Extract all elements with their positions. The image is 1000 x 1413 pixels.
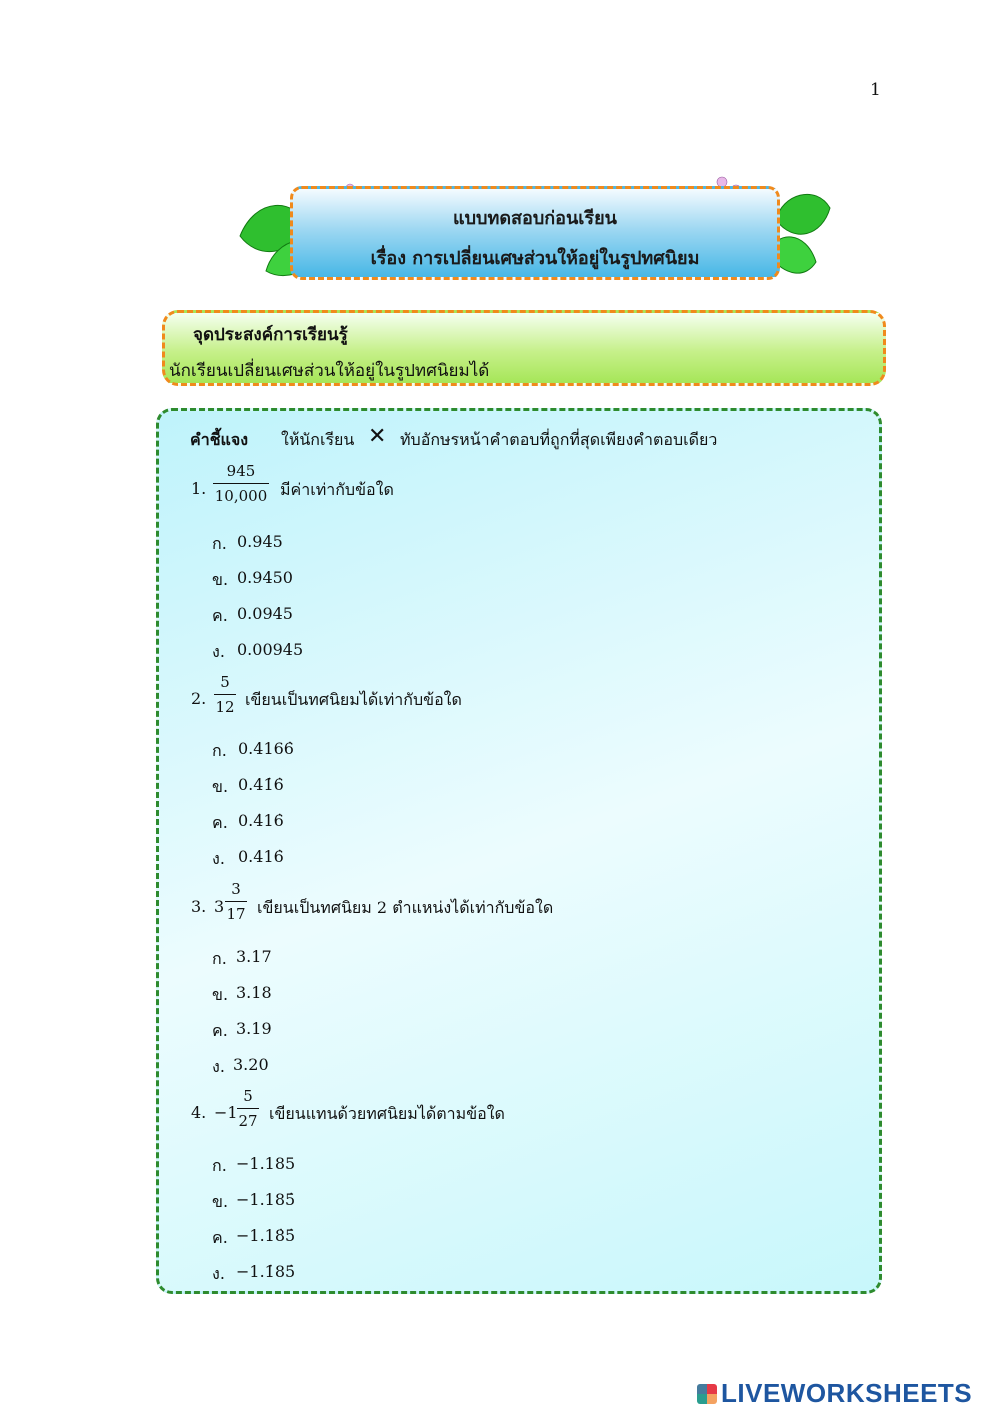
choice-letter[interactable]: ค.	[212, 606, 228, 625]
question-text: มีค่าเท่ากับข้อใด	[280, 480, 394, 499]
fraction-numerator: 3	[231, 880, 241, 898]
choice-letter[interactable]: ง.	[212, 1264, 225, 1283]
choice-value: 0.945	[237, 532, 283, 551]
choice-value: −1.185	[236, 1154, 296, 1173]
choice-value: 0.00945	[237, 640, 304, 659]
question-text: เขียนเป็นทศนิยมได้เท่ากับข้อใด	[245, 690, 462, 709]
choice-value: 3.20	[233, 1055, 269, 1074]
question-fraction	[214, 673, 236, 716]
instructions-text-end: ทับอักษรหน้าคำตอบที่ถูกที่สุดเพียงคำตอบเดียว	[400, 430, 718, 449]
choice-letter[interactable]: ค.	[212, 813, 228, 832]
choice-letter[interactable]: ก.	[212, 949, 227, 968]
choice-letter[interactable]: ข.	[212, 985, 229, 1004]
choice-value: 0.9450	[237, 568, 293, 587]
choice-letter[interactable]: ค.	[212, 1021, 228, 1040]
choice-value: 3.17	[236, 947, 272, 966]
choice-letter[interactable]: ง.	[212, 849, 225, 868]
instructions-text-start: ให้นักเรียน	[281, 430, 355, 449]
logo-icon	[697, 1384, 717, 1404]
test-title: แบบทดสอบก่อนเรียน	[453, 208, 617, 229]
question-fraction	[237, 1087, 259, 1130]
choice-letter[interactable]: ก.	[212, 741, 227, 760]
choice-letter[interactable]: ค.	[212, 1228, 228, 1247]
choice-value: −1.185̇	[236, 1190, 296, 1209]
instructions-label: คำชี้แจง	[190, 430, 249, 449]
question-number: 1.	[191, 479, 207, 498]
choice-letter[interactable]: ข.	[212, 570, 229, 589]
cross-mark-icon: ✕	[368, 424, 387, 449]
choice-letter[interactable]: ง.	[212, 642, 225, 661]
question-number: 2.	[191, 689, 207, 708]
question-number: 4.	[191, 1103, 207, 1122]
objective-text: นักเรียนเปลี่ยนเศษส่วนให้อยู่ในรูปทศนิยมได้	[169, 361, 490, 381]
choice-value: 3.19	[236, 1019, 272, 1038]
choice-letter[interactable]: ข.	[212, 1192, 229, 1211]
mixed-whole: 3	[214, 897, 225, 916]
fraction-denominator: 12	[215, 698, 235, 716]
fraction-denominator: 10,000	[214, 487, 268, 505]
choice-letter[interactable]: ง.	[212, 1057, 225, 1076]
mixed-whole: −1	[214, 1103, 238, 1122]
choice-letter[interactable]: ก.	[212, 534, 227, 553]
page-number: 1	[870, 80, 881, 100]
question-text: เขียนแทนด้วยทศนิยมได้ตามข้อใด	[269, 1104, 505, 1123]
choice-value: 0.4166̇	[238, 739, 294, 758]
choice-value: 0.41̇6̇	[238, 775, 284, 794]
choice-value: −1.1̇85̇	[236, 1262, 296, 1281]
title-banner	[290, 186, 780, 280]
question-text: เขียนเป็นทศนิยม 2 ตำแหน่งได้เท่ากับข้อใด	[257, 898, 554, 917]
fraction-denominator: 27	[238, 1112, 258, 1130]
choice-letter[interactable]: ข.	[212, 777, 229, 796]
choice-value: 0.0945	[237, 604, 293, 623]
logo-text: LIVEWORKSHEETS	[721, 1378, 973, 1408]
topic-title: เรื่อง การเปลี่ยนเศษส่วนให้อยู่ในรูปทศนิยม	[370, 248, 700, 269]
fraction-denominator: 17	[226, 905, 246, 923]
choice-value: 3.18	[236, 983, 272, 1002]
question-number: 3.	[191, 897, 207, 916]
choice-letter[interactable]: ก.	[212, 1156, 227, 1175]
choice-value: 0.4̇16̇	[238, 811, 284, 830]
fraction-numerator: 5	[243, 1087, 253, 1105]
objective-title: จุดประสงค์การเรียนรู้	[193, 325, 348, 345]
learning-objective-box	[162, 310, 886, 386]
choice-value: −1.18̇5̇	[236, 1226, 296, 1245]
question-fraction	[213, 462, 269, 505]
fraction-numerator: 5	[220, 673, 230, 691]
question-fraction	[225, 880, 247, 923]
fraction-numerator: 945	[226, 462, 256, 480]
choice-value: 0.416̇	[238, 847, 284, 866]
liveworksheets-logo	[697, 1378, 972, 1409]
